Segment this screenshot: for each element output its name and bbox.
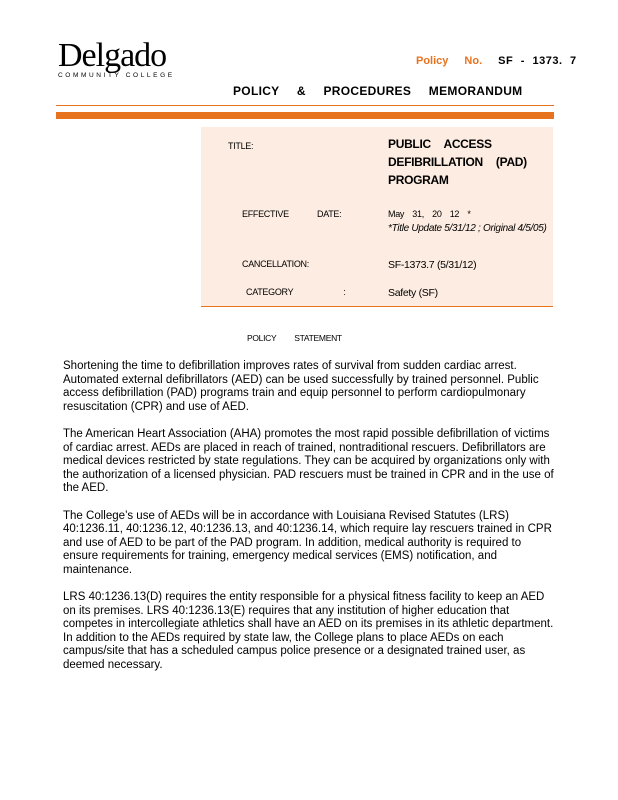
cancellation-value: SF-1373.7 (5/31/12) [388,259,477,271]
header-rule-thick [56,112,554,119]
number-label: No. [464,55,483,67]
header-rule-thin [56,105,554,106]
effective-date-value: May 31, 20 12 * [388,209,471,219]
policy-body [63,360,555,686]
paragraph: The American Heart Association (AHA) promotes the most rapid possible defibrillation of victims of cardiac arrest. AEDs are placed in reach of trained, nontraditional rescuers. Defibrillators are medical devices restricted by state regulations. They can be acquired by organizations only with the authorization of a licensed physician. PAD rescuers must be trained in CPR and in the use of the AED. [63,427,554,495]
policy-label: Policy [416,55,449,67]
policy-number: SF - 1373. 7 [498,55,577,67]
effective-date-label: EFFECTIVE DATE: [242,209,342,219]
cancellation-label: CANCELLATION: [242,259,309,269]
category-value: Safety (SF) [388,287,438,299]
category-label: CATEGORY : [246,287,346,297]
policy-number-line [416,55,577,67]
title-label: TITLE: [228,141,254,151]
title-value: PUBLIC ACCESS DEFIBRILLATION (PAD) PROGRAM [388,137,527,187]
policy-statement-heading: POLICY STATEMENT [247,333,342,343]
policy-info-box [201,127,553,307]
paragraph: LRS 40:1236.13(D) requires the entity responsible for a physical fitness facility to keep an AED on its premises. LRS 40:1236.13(E) requires that any institution of higher education that competes in intercollegiate athletics shall have an AED on its premises in its athletic department. In addition to the AEDs required by state law, the College plans to place AEDs on each campus/site that has a scheduled campus police presence or a designated trained user, as deemed necessary. [63,591,554,672]
paragraph: Shortening the time to defibrillation improves rates of survival from sudden cardiac arrest. Automated external defibrillators (AED) can be used successfully by trained personnel. Public access defibrillation (PAD) programs train and equip personnel to perform cardiopulmonary resuscitation (CPR) and use of AED. [63,360,539,413]
college-logo [58,37,198,80]
logo-subtitle: COMMUNITY COLLEGE [58,72,175,79]
logo-wordmark: Delgado [58,37,167,74]
memo-title: POLICY & PROCEDURES MEMORANDUM [233,84,523,98]
paragraph: The College’s use of AEDs will be in accordance with Louisiana Revised Statutes (LRS) 40:1236.11, 40:1236.12, 40:1236.13, and 40:1236.14, which require lay rescuers trained in CPR and use of AED to be part of the PAD program. In addition, medical authority is required to ensure requirements for training, emergency medical services (EMS) notification, and maintenance. [63,509,552,576]
effective-date-note: *Title Update 5/31/12 ; Original 4/5/05) [388,223,547,234]
